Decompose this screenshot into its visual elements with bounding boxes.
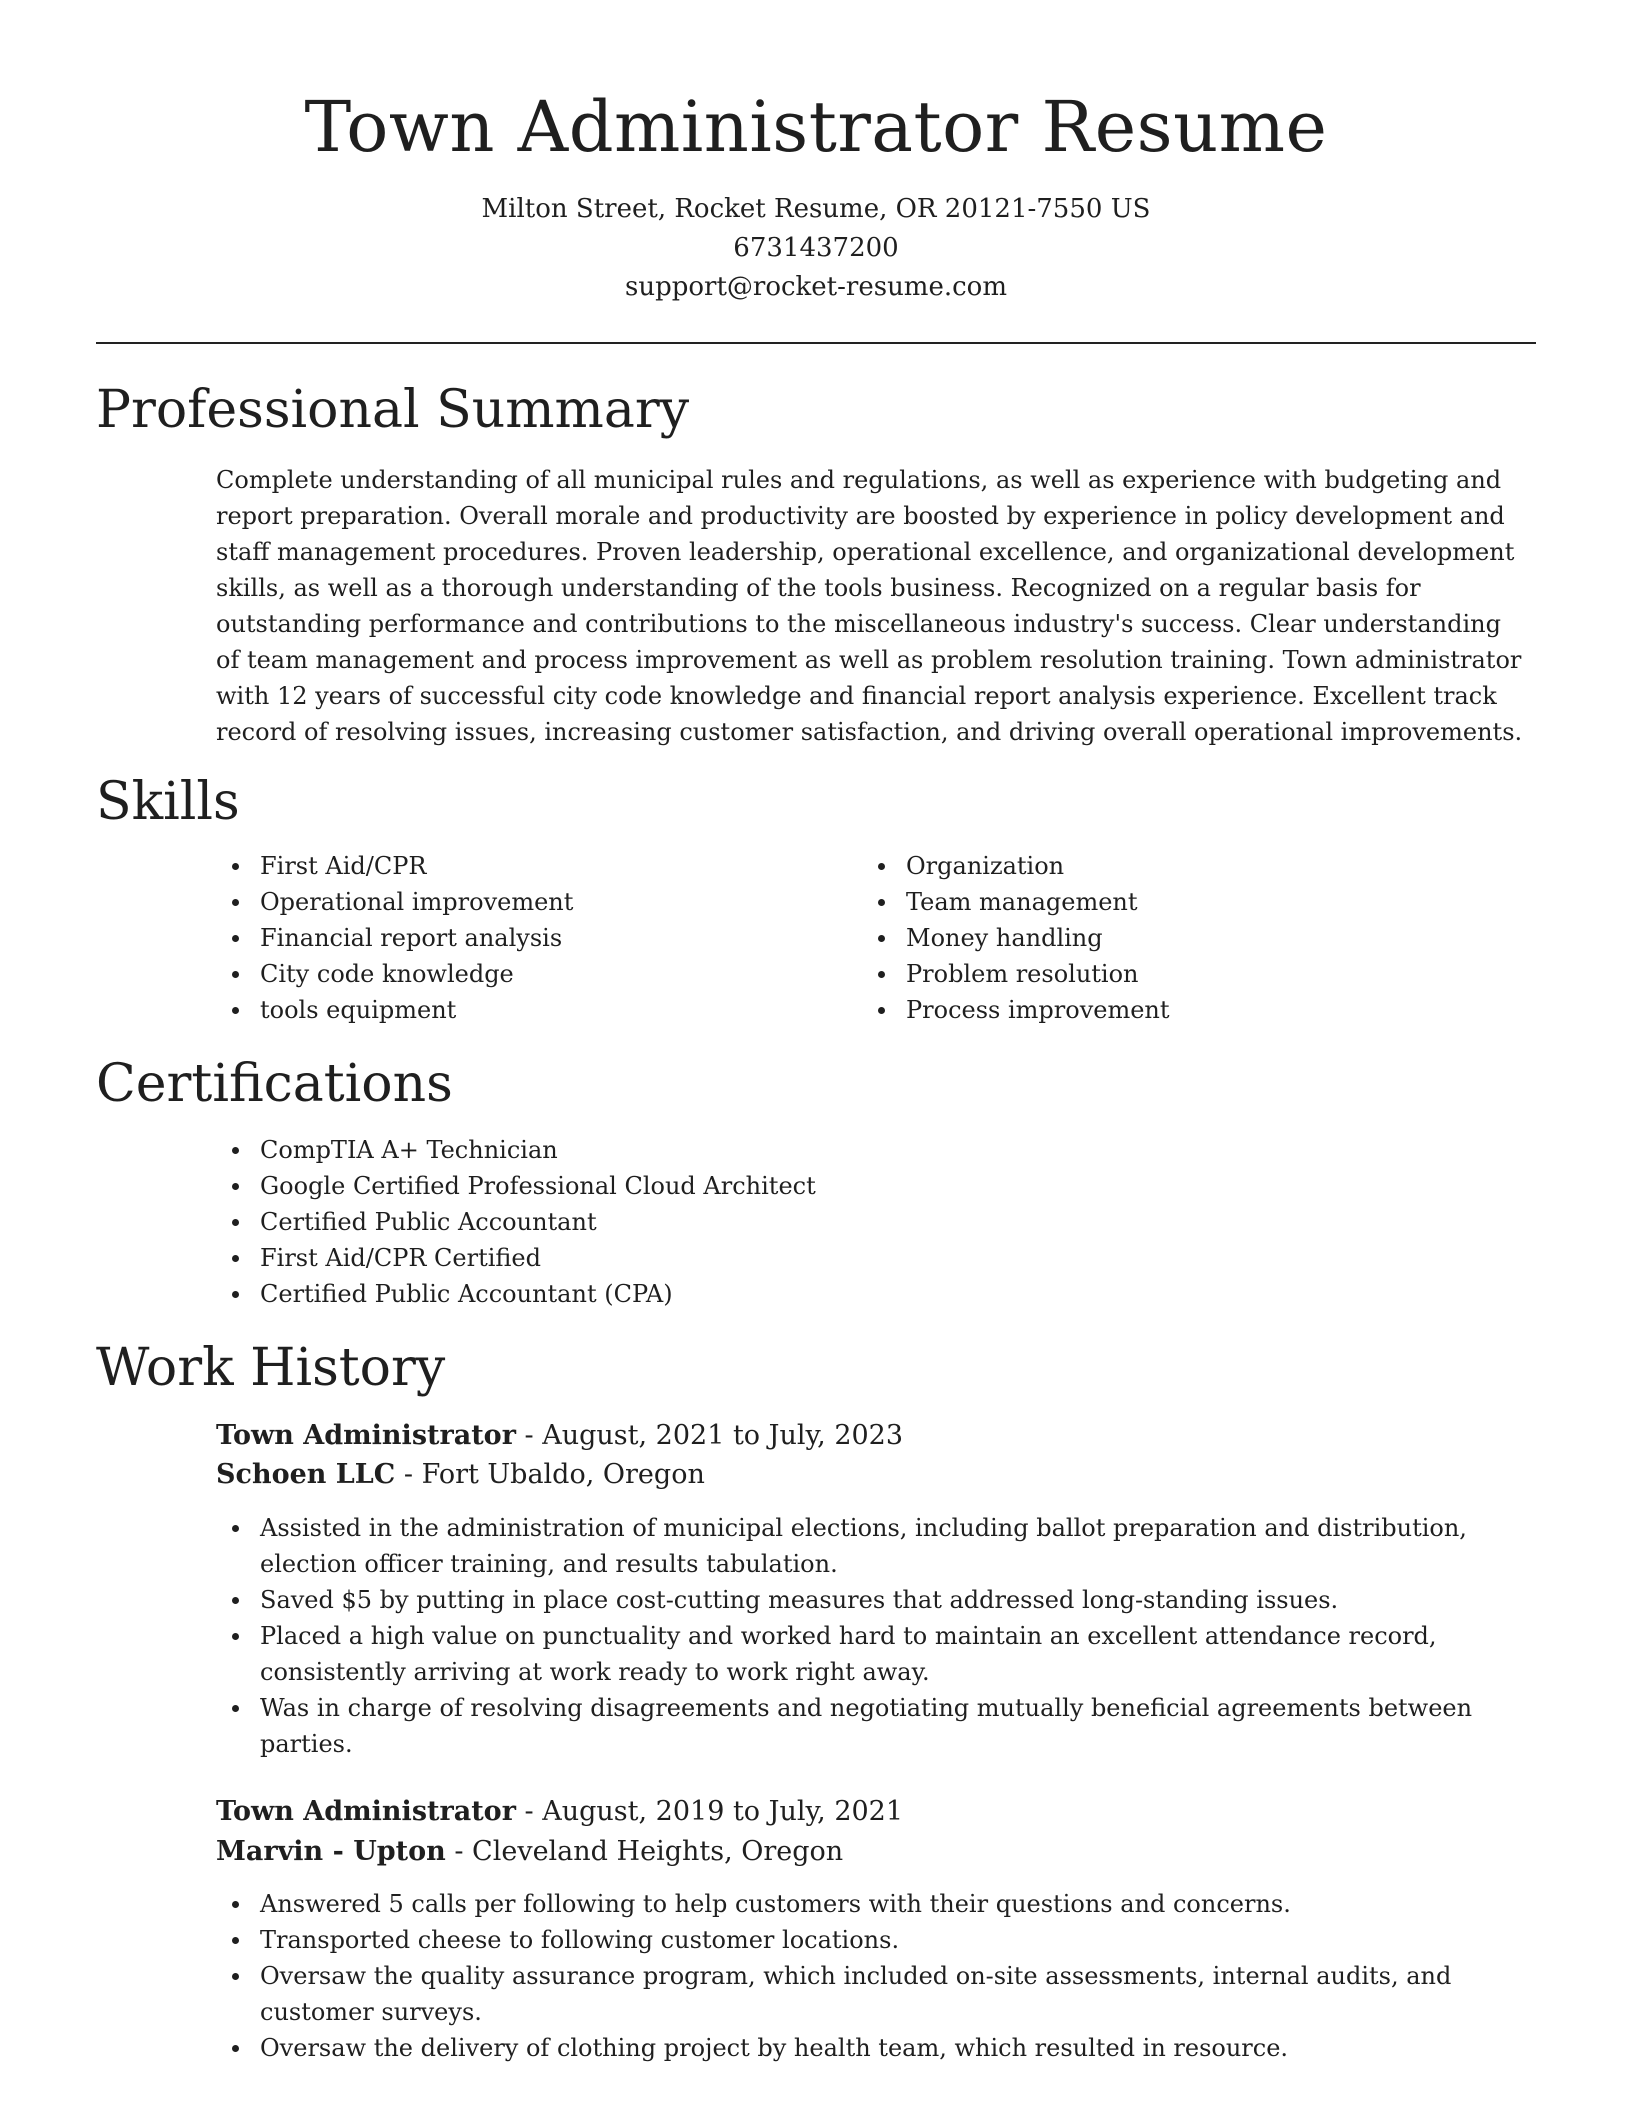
job-title: Town Administrator [216, 1796, 516, 1827]
certification-item: CompTIA A+ Technician [216, 1132, 1416, 1168]
job-location: Cleveland Heights, Oregon [472, 1836, 844, 1867]
job-bullet: Oversaw the delivery of clothing project by health team, which resulted in resource. [216, 2030, 1536, 2066]
job-bullets [216, 1886, 1536, 2066]
job-bullet: Answered 5 calls per following to help customers with their questions and concerns. [216, 1886, 1536, 1922]
job-bullet: Was in charge of resolving disagreements and negotiating mutually beneficial agreements between parties. [216, 1690, 1536, 1762]
job-bullet: Saved $5 by putting in place cost-cutting measures that addressed long-standing issues. [216, 1582, 1536, 1618]
certifications-heading: Certifications [96, 1054, 453, 1114]
certification-item: First Aid/CPR Certified [216, 1240, 1416, 1276]
job-title-line [216, 1416, 903, 1456]
skill-item: Money handling [862, 920, 1462, 956]
certification-item: Certified Public Accountant [216, 1204, 1416, 1240]
job-title: Town Administrator [216, 1420, 516, 1451]
skill-item: City code knowledge [216, 956, 816, 992]
certifications-list [216, 1132, 1416, 1312]
skill-item: Operational improvement [216, 884, 816, 920]
skill-item: Process improvement [862, 992, 1462, 1028]
job-separator: - [454, 1836, 473, 1867]
phone-text: 6731437200 [733, 233, 899, 263]
job-company-line [216, 1832, 843, 1872]
job-company: Marvin - Upton [216, 1836, 446, 1867]
job-bullet: Assisted in the administration of municipal elections, including ballot preparation and distribution, election officer training, and results tabulation. [216, 1510, 1536, 1582]
job-bullet: Oversaw the quality assurance program, which included on-site assessments, internal audits, and customer surveys. [216, 1958, 1536, 2030]
summary-heading: Professional Summary [96, 380, 690, 440]
job-location: Fort Ubaldo, Oregon [421, 1459, 705, 1490]
skill-item: Financial report analysis [216, 920, 816, 956]
skill-item: Team management [862, 884, 1462, 920]
email-text: support@rocket-resume.com [624, 272, 1007, 302]
job-company: Schoen LLC [216, 1459, 396, 1490]
job-dates: August, 2019 to July, 2021 [542, 1796, 904, 1827]
job-separator: - [524, 1420, 543, 1451]
summary-text: Complete understanding of all municipal rules and regulations, as well as experience with budgeting and report preparation. Overall morale and productivity are boosted by experience in policy development and staff management procedures. Proven leadership, operational excellence, and organizational development skills, as well as a thorough understanding of the tools business. Recognized on a regular basis for outstanding performance and contributions to the miscellaneous industry's success. Clear understanding of team management and process improvement as well as problem resolution training. Town administrator with 12 years of successful city code knowledge and financial report analysis experience. Excellent track record of resolving issues, increasing customer satisfaction, and driving overall operational improvements. [216, 466, 1523, 746]
skill-item: First Aid/CPR [216, 848, 816, 884]
job-separator: - [403, 1459, 422, 1490]
address-text: Milton Street, Rocket Resume, OR 20121-7550 US [481, 194, 1151, 224]
job-bullet: Placed a high value on punctuality and worked hard to maintain an excellent attendance record, consistently arriving at work ready to work right away. [216, 1618, 1536, 1690]
skills-list-left [216, 848, 816, 1028]
header-divider [96, 342, 1536, 344]
certification-item: Google Certified Professional Cloud Architect [216, 1168, 1416, 1204]
job-title-line [216, 1792, 903, 1832]
skill-item: Organization [862, 848, 1462, 884]
job-separator: - [524, 1796, 543, 1827]
work-history-heading: Work History [96, 1338, 446, 1398]
skill-item: Problem resolution [862, 956, 1462, 992]
job-bullets [216, 1510, 1536, 1762]
job-bullet: Transported cheese to following customer locations. [216, 1922, 1536, 1958]
page-title: Town Administrator Resume [304, 86, 1328, 168]
job-company-line [216, 1455, 705, 1495]
job-dates: August, 2021 to July, 2023 [542, 1420, 904, 1451]
skills-heading: Skills [96, 772, 240, 832]
certification-item: Certified Public Accountant (CPA) [216, 1276, 1416, 1312]
skill-item: tools equipment [216, 992, 816, 1028]
contact-info [96, 190, 1536, 307]
skills-list-right [862, 848, 1462, 1028]
